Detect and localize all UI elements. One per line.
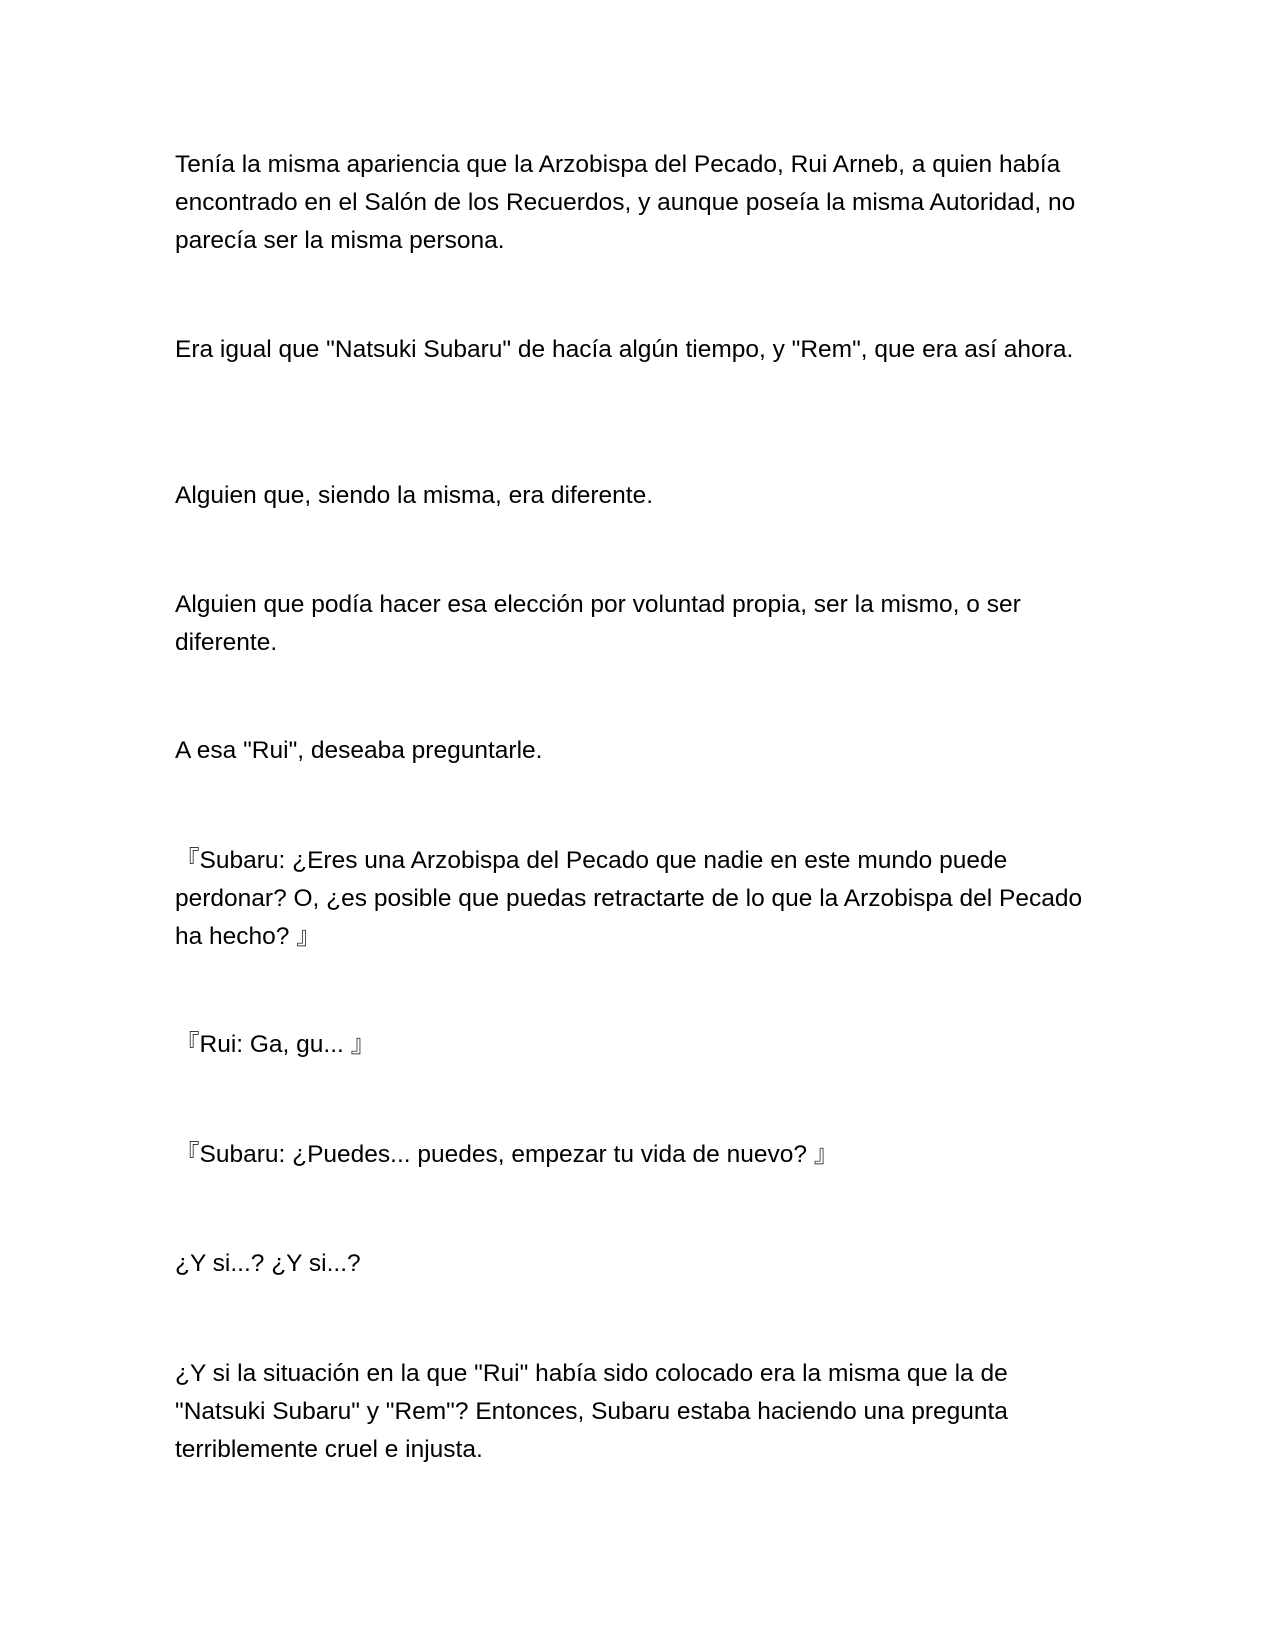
paragraph-10: ¿Y si la situación en la que "Rui" había sido colocado era la misma que la de "Natsuki Subaru" y "Rem"? Entonces, Subaru estaba haciendo una pregunta terriblemente cruel e injusta. — [175, 1360, 1008, 1463]
paragraph-5: A esa "Rui", deseaba preguntarle. — [175, 737, 543, 764]
paragraph-2: Era igual que "Natsuki Subaru" de hacía algún tiempo, y "Rem", que era así ahora. — [175, 336, 1074, 363]
paragraph-4: Alguien que podía hacer esa elección por voluntad propia, ser la mismo, o ser diferente. — [175, 591, 1021, 656]
paragraph-1: Tenía la misma apariencia que la Arzobispa del Pecado, Rui Arneb, a quien había encontrado en el Salón de los Recuerdos, y aunque poseía la misma Autoridad, no parecía ser la misma persona. — [175, 151, 1076, 254]
dialogue-rui-reply: 『Rui: Ga, gu... 』 — [175, 1031, 376, 1058]
dialogue-subaru-question-2: 『Subaru: ¿Puedes... puedes, empezar tu vida de nuevo? 』 — [175, 1141, 839, 1168]
paragraph-9: ¿Y si...? ¿Y si...? — [175, 1250, 361, 1277]
dialogue-subaru-question-1: 『Subaru: ¿Eres una Arzobispa del Pecado que nadie en este mundo puede perdonar? O, ¿es posible que puedas retractarte de lo que la Arzobispa del Pecado ha hecho? 』 — [175, 847, 1083, 950]
paragraph-3: Alguien que, siendo la misma, era diferente. — [175, 482, 654, 509]
